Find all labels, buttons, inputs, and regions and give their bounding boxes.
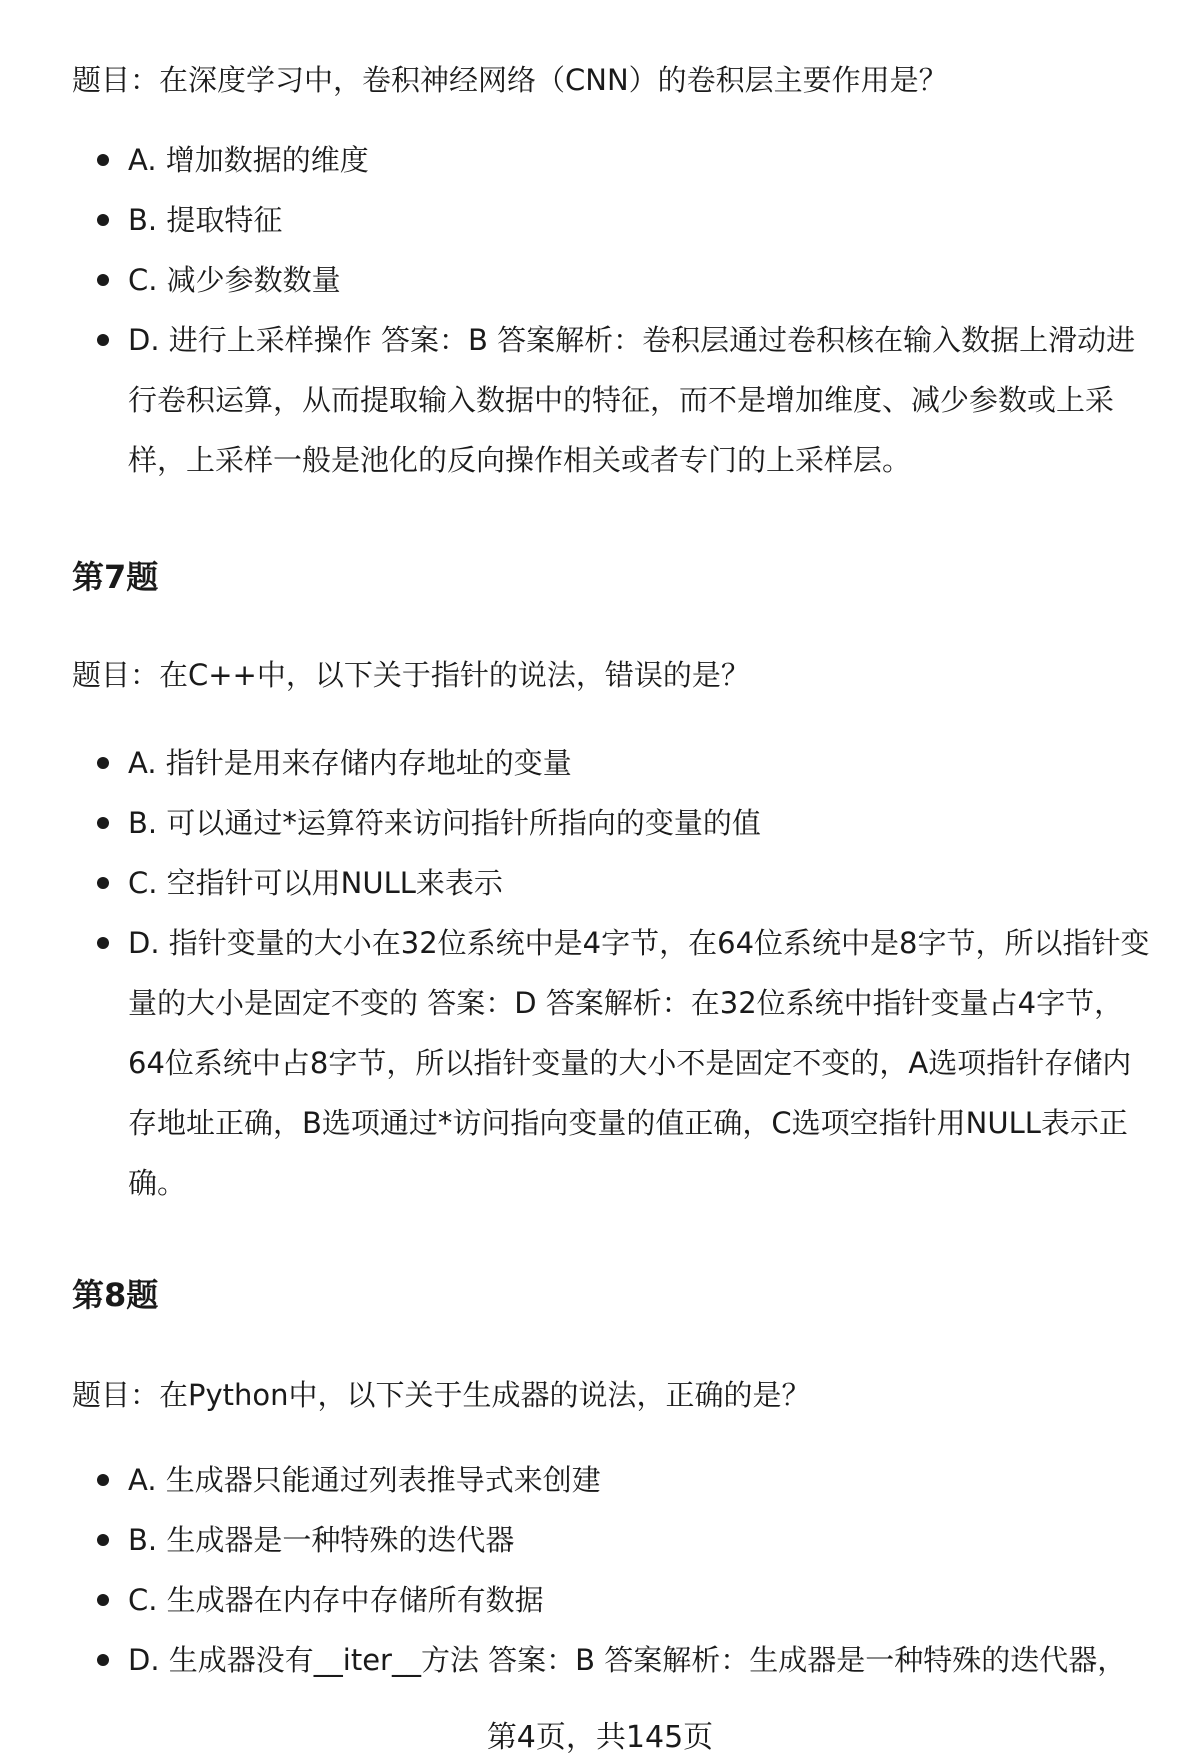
bullet-icon bbox=[97, 274, 109, 286]
option-text: C. 减少参数数量 bbox=[128, 263, 341, 297]
option-list bbox=[0, 130, 1200, 490]
option-text: D. 进行上采样操作 答案：B 答案解析：卷积层通过卷积核在输入数据上滑动进行卷积运算，从而提取输入数据中的特征，而不是增加维度、减少参数或上采样，上采样一般是池化的反向操作相关或者专门的上采样层。 bbox=[128, 323, 1136, 477]
option-text: B. 提取特征 bbox=[128, 203, 283, 237]
option-item bbox=[0, 793, 1200, 853]
option-item bbox=[0, 190, 1200, 250]
option-text: A. 生成器只能通过列表推导式来创建 bbox=[128, 1463, 601, 1497]
page-footer: 第4页，共145页 bbox=[486, 1720, 714, 1755]
bullet-icon bbox=[97, 334, 109, 346]
bullet-icon bbox=[97, 1474, 109, 1486]
option-item bbox=[0, 1570, 1200, 1630]
option-text: A. 增加数据的维度 bbox=[128, 143, 369, 177]
option-text: B. 可以通过*运算符来访问指针所指向的变量的值 bbox=[128, 806, 761, 840]
bullet-icon bbox=[97, 1654, 109, 1666]
option-item bbox=[0, 310, 1200, 490]
option-item bbox=[0, 1630, 1200, 1690]
bullet-icon bbox=[97, 1534, 109, 1546]
bullet-icon bbox=[97, 937, 109, 949]
option-text: D. 指针变量的大小在32位系统中是4字节，在64位系统中是8字节，所以指针变量的大小是固定不变的 答案：D 答案解析：在32位系统中指针变量占4字节，64位系统中占8字节，所以指针变量的大小不是固定不变的，A选项指针存储内存地址正确，B选项通过*访问指向变量的值正确，C选项空指针用NULL表示正确。 bbox=[128, 926, 1150, 1200]
option-text: B. 生成器是一种特殊的迭代器 bbox=[128, 1523, 515, 1557]
option-item bbox=[0, 130, 1200, 190]
option-list bbox=[0, 1450, 1200, 1690]
question-text: 题目：在深度学习中，卷积神经网络（CNN）的卷积层主要作用是？ bbox=[72, 63, 948, 97]
option-item bbox=[0, 913, 1200, 1213]
bullet-icon bbox=[97, 817, 109, 829]
option-text: A. 指针是用来存储内存地址的变量 bbox=[128, 746, 572, 780]
bullet-icon bbox=[97, 1594, 109, 1606]
bullet-icon bbox=[97, 154, 109, 166]
option-text: C. 生成器在内存中存储所有数据 bbox=[128, 1583, 544, 1617]
question-heading: 第7题 bbox=[72, 558, 159, 596]
option-item bbox=[0, 853, 1200, 913]
option-item bbox=[0, 250, 1200, 310]
bullet-icon bbox=[97, 757, 109, 769]
question-text: 题目：在C++中，以下关于指针的说法，错误的是？ bbox=[72, 658, 750, 692]
bullet-icon bbox=[97, 877, 109, 889]
option-item bbox=[0, 1510, 1200, 1570]
question-heading: 第8题 bbox=[72, 1276, 159, 1314]
option-item bbox=[0, 1450, 1200, 1510]
option-text: D. 生成器没有__iter__方法 答案：B 答案解析：生成器是一种特殊的迭代器， bbox=[128, 1643, 1127, 1677]
option-list bbox=[0, 733, 1200, 1213]
option-item bbox=[0, 733, 1200, 793]
question-text: 题目：在Python中，以下关于生成器的说法，正确的是？ bbox=[72, 1378, 811, 1412]
option-text: C. 空指针可以用NULL来表示 bbox=[128, 866, 503, 900]
bullet-icon bbox=[97, 214, 109, 226]
